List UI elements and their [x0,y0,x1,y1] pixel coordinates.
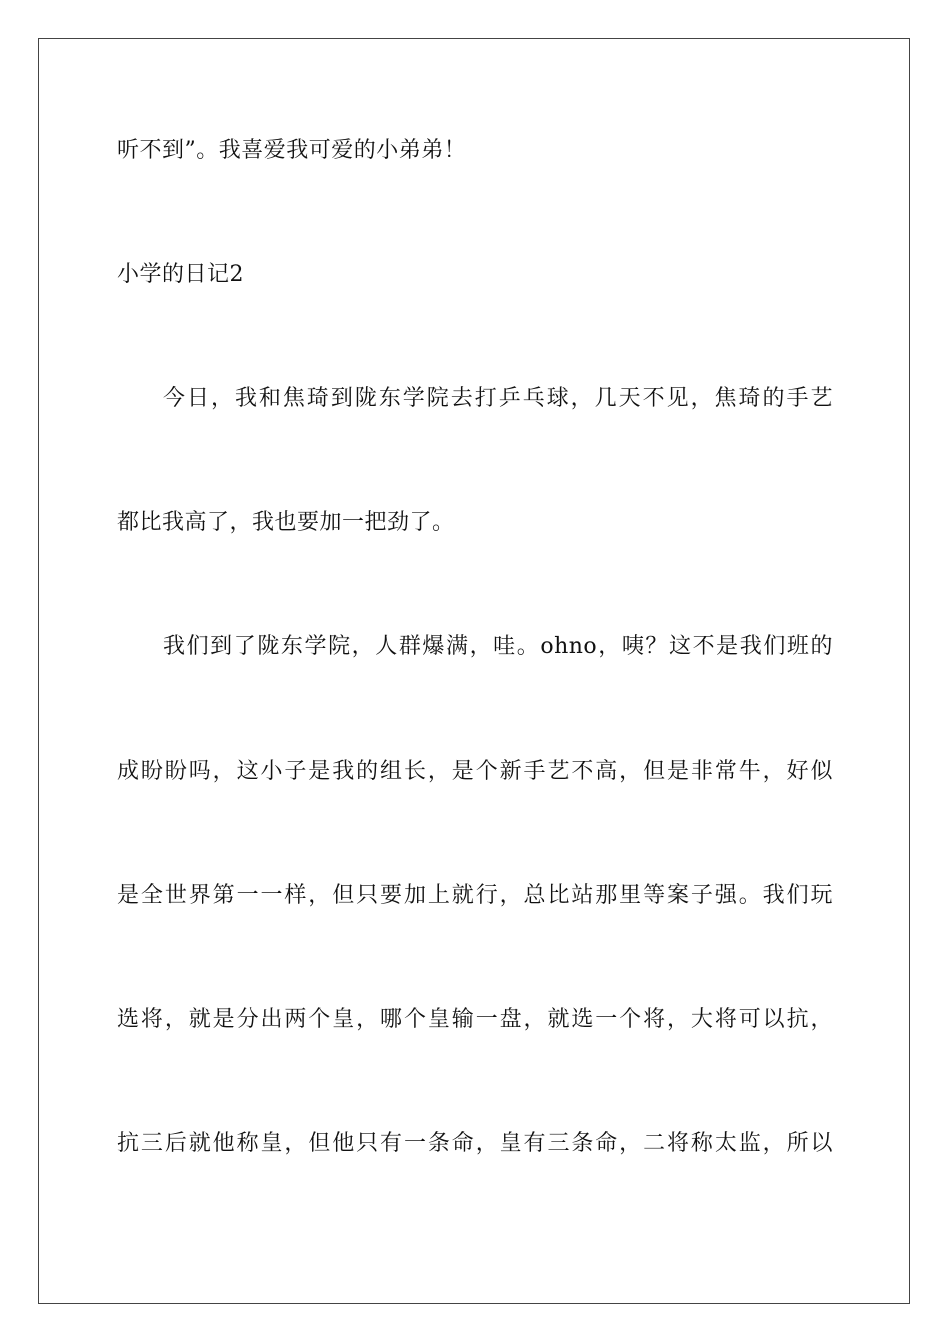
paragraph-2-line-4: 选将，就是分出两个皇，哪个皇输一盘，就选一个将，大将可以抗， [117,1007,833,1032]
paragraph-2-line-3: 是全世界第一一样，但只要加上就行，总比站那里等案子强。我们玩 [117,883,833,908]
text-line-1: 听不到”。我喜爱我可爱的小弟弟！ [117,138,467,163]
section-heading: 小学的日记2 [117,262,244,287]
paragraph-2-line-5: 抗三后就他称皇，但他只有一条命，皇有三条命，二将称太监，所以 [117,1131,833,1156]
paragraph-2-line-2: 成盼盼吗，这小子是我的组长，是个新手艺不高，但是非常牛，好似 [117,759,833,784]
paragraph-1-line-2: 都比我高了，我也要加一把劲了。 [117,510,455,535]
paragraph-1-line-1: 今日，我和焦琦到陇东学院去打乒乓球，几天不见，焦琦的手艺 [163,386,833,411]
paragraph-2-line-1: 我们到了陇东学院，人群爆满，哇。ohno，咦？这不是我们班的 [163,634,833,659]
page-border [38,38,910,1304]
